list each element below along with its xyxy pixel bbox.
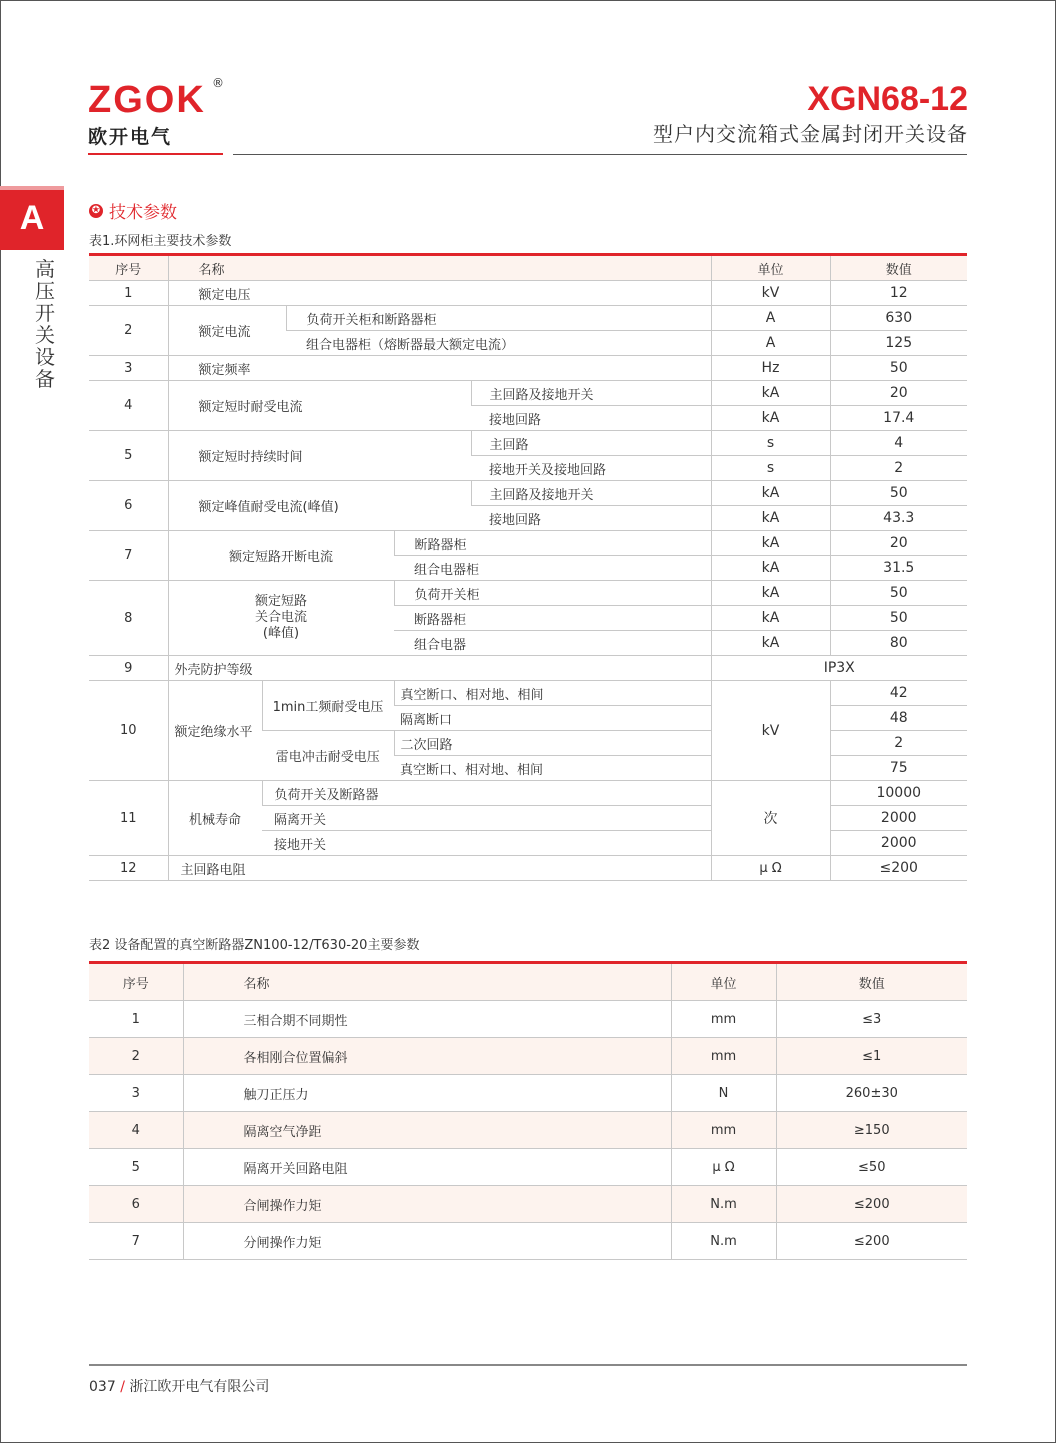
header-unit: 单位 [671,963,776,1001]
row-name-line: 关合电流 [254,610,307,625]
row-value: 43.3 [830,506,967,531]
row-value: 50 [830,581,967,606]
side-tab-letter: A [0,190,64,250]
row-group: 1min工频耐受电压 [262,681,394,731]
row-no: 11 [89,781,168,856]
row-no: 3 [89,356,168,381]
row-unit: kA [711,406,830,431]
row-name [168,581,394,656]
row-no: 2 [89,1038,183,1075]
table-row [89,356,967,381]
row-subname: 主回路及接地开关 [471,381,711,406]
table-row [89,1112,967,1149]
row-subname: 断路器柜 [394,606,711,631]
table-row [89,1001,967,1038]
row-subname: 接地开关 [262,831,711,856]
row-value: 2000 [830,831,967,856]
row-unit: kA [711,556,830,581]
row-subname: 负荷开关柜 [394,581,711,606]
row-subname: 二次回路 [394,731,711,756]
row-no: 5 [89,431,168,481]
row-no: 4 [89,381,168,431]
row-value: 630 [830,306,967,331]
row-name: 额定短时持续时间 [168,431,471,481]
row-unit: mm [671,1001,776,1038]
row-no: 8 [89,581,168,656]
table-row [89,781,967,806]
row-value: 48 [830,706,967,731]
row-value: 20 [830,531,967,556]
row-value: 31.5 [830,556,967,581]
header-name: 名称 [183,963,671,1001]
row-name: 分闸操作力矩 [183,1223,671,1260]
header-rule-accent [88,153,223,155]
row-name-line: 额定短路 [254,594,307,609]
row-name: 额定短路开断电流 [168,531,394,581]
row-name: 触刀正压力 [183,1075,671,1112]
row-value: 4 [830,431,967,456]
row-unit: kA [711,606,830,631]
row-subname: 隔离开关 [262,806,711,831]
row-name: 额定短时耐受电流 [168,381,471,431]
row-no: 1 [89,281,168,306]
table-row [89,656,967,681]
logo-chinese-name: 欧开电气 [88,126,173,148]
row-subname: 接地开关及接地回路 [471,456,711,481]
row-unit: A [711,331,830,356]
header-unit: 单位 [711,255,830,281]
row-value: 42 [830,681,967,706]
row-name-line: (峰值) [262,626,300,641]
row-value: IP3X [711,656,967,681]
row-no: 7 [89,531,168,581]
row-subname: 真空断口、相对地、相间 [394,681,711,706]
row-value: 10000 [830,781,967,806]
row-name: 主回路电阻 [168,856,711,881]
row-unit: Hz [711,356,830,381]
row-subname: 断路器柜 [394,531,711,556]
table-row [89,281,967,306]
row-name: 额定电流 [168,306,286,356]
table-row [89,381,967,406]
row-value: 50 [830,481,967,506]
row-value: 80 [830,631,967,656]
header-value: 数值 [830,255,967,281]
row-name: 额定峰值耐受电流(峰值) [168,481,471,531]
row-no: 1 [89,1001,183,1038]
table-header-row [89,255,967,281]
row-name: 额定电压 [168,281,711,306]
row-name: 合闸操作力矩 [183,1186,671,1223]
row-name: 各相刚合位置偏斜 [183,1038,671,1075]
row-no: 6 [89,1186,183,1223]
page-number: 037 [89,1379,116,1395]
footer-separator: / [120,1379,125,1395]
row-unit: s [711,456,830,481]
row-subname: 组合电器柜 [394,556,711,581]
row-name: 机械寿命 [168,781,262,856]
row-name: 额定频率 [168,356,711,381]
row-subname: 组合电器柜（熔断器最大额定电流） [286,331,711,356]
row-name: 隔离开关回路电阻 [183,1149,671,1186]
row-subname: 真空断口、相对地、相间 [394,756,711,781]
product-model: XGN68-12 [807,80,968,118]
header-value: 数值 [776,963,967,1001]
row-value: ≤3 [776,1001,967,1038]
row-value: 50 [830,606,967,631]
row-value: ≤1 [776,1038,967,1075]
registered-mark: ® [212,76,224,90]
row-name: 外壳防护等级 [168,656,711,681]
section-title [89,198,177,223]
row-no: 9 [89,656,168,681]
row-unit: kA [711,381,830,406]
row-name: 隔离空气净距 [183,1112,671,1149]
logo-wordmark: ZGOK [88,79,206,121]
row-unit: kV [711,281,830,306]
table-row [89,481,967,506]
table-row [89,581,967,606]
company-logo [88,76,224,149]
table-row [89,1038,967,1075]
row-value: 20 [830,381,967,406]
table-row [89,431,967,456]
row-no: 7 [89,1223,183,1260]
row-no: 3 [89,1075,183,1112]
section-title-text: 技术参数 [109,203,177,223]
row-unit: N.m [671,1223,776,1260]
row-no: 2 [89,306,168,356]
row-unit: s [711,431,830,456]
row-no: 12 [89,856,168,881]
table-row [89,856,967,881]
row-unit: kA [711,481,830,506]
row-unit: μ Ω [671,1149,776,1186]
row-unit: kA [711,531,830,556]
row-value: 2 [830,731,967,756]
row-unit: μ Ω [711,856,830,881]
row-value: 2000 [830,806,967,831]
row-unit: N.m [671,1186,776,1223]
row-value: 17.4 [830,406,967,431]
row-value: 125 [830,331,967,356]
page-footer [89,1376,269,1396]
header-no: 序号 [89,963,183,1001]
row-value: ≥150 [776,1112,967,1149]
row-subname: 负荷开关柜和断路器柜 [286,306,711,331]
header-name: 名称 [168,255,711,281]
row-subname: 负荷开关及断路器 [262,781,711,806]
footer-rule [89,1364,967,1366]
tech-params-table [89,253,967,881]
table-row [89,1223,967,1260]
row-unit: mm [671,1038,776,1075]
row-unit: kA [711,581,830,606]
row-no: 6 [89,481,168,531]
row-subname: 接地回路 [471,506,711,531]
side-category-label: 高压开关设备 [35,257,55,391]
row-name: 三相合期不同期性 [183,1001,671,1038]
breaker-params-table [89,961,967,1260]
row-value: ≤50 [776,1149,967,1186]
row-subname: 接地回路 [471,406,711,431]
row-unit: kV [711,681,830,781]
row-value: ≤200 [776,1223,967,1260]
row-subname: 主回路 [471,431,711,456]
table-row [89,681,967,706]
table-header-row [89,963,967,1001]
table-row [89,1075,967,1112]
row-unit: kA [711,506,830,531]
row-no: 10 [89,681,168,781]
table-row [89,306,967,331]
row-unit: A [711,306,830,331]
row-value: ≤200 [776,1186,967,1223]
row-unit: N [671,1075,776,1112]
table1-caption: 表1.环网柜主要技术参数 [89,234,232,249]
row-group: 雷电冲击耐受电压 [262,731,394,781]
row-value: 75 [830,756,967,781]
row-unit: 次 [711,781,830,856]
header-rule [233,154,967,155]
row-value: 12 [830,281,967,306]
row-no: 4 [89,1112,183,1149]
row-subname: 主回路及接地开关 [471,481,711,506]
table-row [89,1149,967,1186]
table-row [89,1186,967,1223]
row-value: ≤200 [830,856,967,881]
footer-company: 浙江欧开电气有限公司 [129,1379,270,1395]
row-value: 260±30 [776,1075,967,1112]
row-name: 额定绝缘水平 [168,681,262,781]
row-value: 2 [830,456,967,481]
header-no: 序号 [89,255,168,281]
row-value: 50 [830,356,967,381]
row-subname: 隔离断口 [394,706,711,731]
row-subname: 组合电器 [394,631,711,656]
table-row [89,531,967,556]
star-bullet-icon: ✪ [89,204,103,218]
product-subtitle: 型户内交流箱式金属封闭开关设备 [653,122,968,146]
table2-caption: 表2 设备配置的真空断路器ZN100-12/T630-20主要参数 [89,938,420,953]
row-unit: kA [711,631,830,656]
row-unit: mm [671,1112,776,1149]
row-no: 5 [89,1149,183,1186]
